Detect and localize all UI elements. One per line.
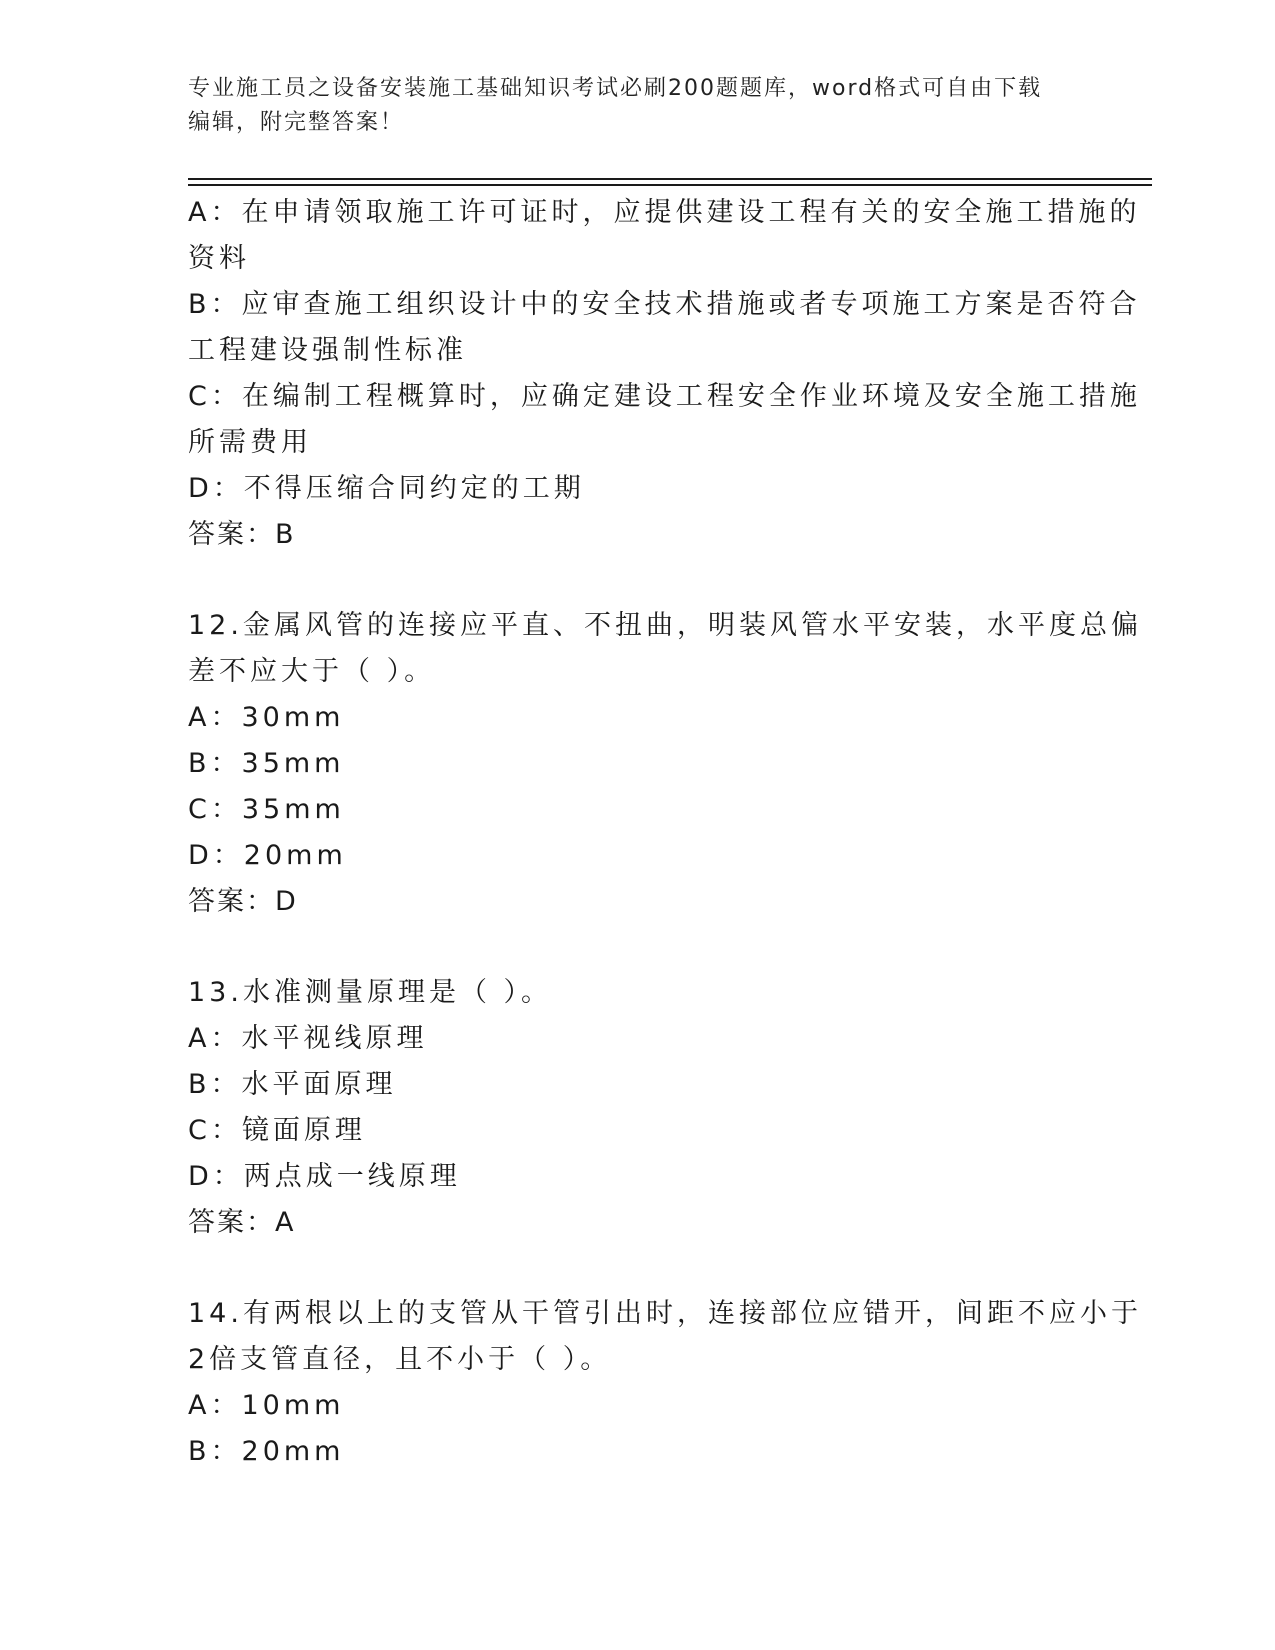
q11-option-a-line-1: A：在申请领取施工许可证时，应提供建设工程有关的安全施工措施的 — [188, 197, 1141, 228]
q13-option-d: D：两点成一线原理 — [188, 1161, 461, 1192]
q12-answer: 答案：D — [188, 886, 298, 917]
q11-option-c-line-2: 所需费用 — [188, 427, 312, 458]
question-list — [188, 190, 1142, 1475]
question-13-block — [188, 970, 1088, 1246]
q12-stem-line-1: 12.金属风管的连接应平直、不扭曲，明装风管水平安装，水平度总偏 — [188, 610, 1142, 641]
q14-stem-line-1: 14.有两根以上的支管从干管引出时，连接部位应错开，间距不应小于 — [188, 1298, 1142, 1329]
header-title-line-1: 专业施工员之设备安装施工基础知识考试必刷200题题库，word格式可自由下载 — [188, 76, 1043, 101]
question-14-block — [188, 1291, 1142, 1475]
q11-option-b-line-2: 工程建设强制性标准 — [188, 335, 467, 366]
q14-stem-line-2: 2倍支管直径，且不小于（ ）。 — [188, 1344, 612, 1375]
q12-option-c: C：35mm — [188, 794, 345, 825]
header-divider-top — [188, 178, 1152, 180]
q11-option-c-line-1: C：在编制工程概算时，应确定建设工程安全作业环境及安全施工措施 — [188, 381, 1141, 412]
q13-option-a: A：水平视线原理 — [188, 1023, 428, 1054]
q12-option-d: D：20mm — [188, 840, 347, 871]
q12-stem-line-2: 差不应大于（ ）。 — [188, 656, 436, 687]
q14-option-a: A：10mm — [188, 1390, 345, 1421]
q11-option-d: D：不得压缩合同约定的工期 — [188, 473, 585, 504]
question-11-block — [188, 190, 1141, 558]
q13-option-c: C：镜面原理 — [188, 1115, 366, 1146]
q14-option-b: B：20mm — [188, 1436, 345, 1467]
q11-answer: 答案：B — [188, 519, 296, 550]
q12-option-b: B：35mm — [188, 748, 345, 779]
header-divider-bottom — [188, 184, 1152, 186]
q11-option-a-line-2: 资料 — [188, 243, 250, 274]
question-12-block — [188, 603, 1142, 925]
header-title-line-2: 编辑，附完整答案！ — [188, 110, 405, 135]
spacer — [188, 558, 1088, 603]
spacer — [188, 925, 1088, 970]
document-header — [188, 72, 1088, 140]
q11-option-b-line-1: B：应审查施工组织设计中的安全技术措施或者专项施工方案是否符合 — [188, 289, 1141, 320]
spacer — [188, 1246, 1088, 1291]
q13-answer: 答案：A — [188, 1207, 296, 1238]
q12-option-a: A：30mm — [188, 702, 345, 733]
q13-stem: 13.水准测量原理是（ ）。 — [188, 977, 553, 1008]
q13-option-b: B：水平面原理 — [188, 1069, 397, 1100]
